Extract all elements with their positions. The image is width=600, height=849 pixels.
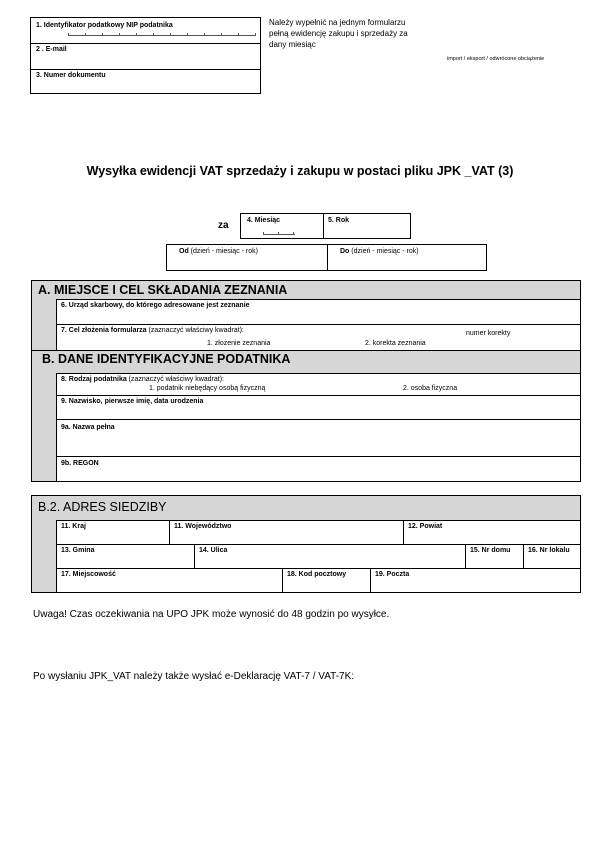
date-to-label: Do (dzień - miesiąc - rok) xyxy=(340,248,419,255)
month-label: 4. Miesiąc xyxy=(247,217,281,224)
purpose-label: 7. Cel złożenia formularza (zaznaczyć właściwy kwadrat): xyxy=(61,327,244,334)
house-number-field[interactable] xyxy=(465,544,524,569)
option-correction[interactable] xyxy=(365,339,426,348)
after-send-note: Po wysłaniu JPK_VAT należy także wysłać e-Deklarację VAT-7 / VAT-7K: xyxy=(33,671,355,682)
option-non-natural-person-label: 1. podatnik niebędący osobą fizyczną xyxy=(149,385,266,392)
tax-office-label: 6. Urząd skarbowy, do którego adresowane jest zeznanie xyxy=(61,302,250,309)
nip-label: 1. Identyfikator podatkowy NIP podatnika xyxy=(36,22,173,29)
regon-label: 9b. REGON xyxy=(61,460,99,467)
street-label: 14. Ulica xyxy=(199,547,228,554)
post-office-label: 19. Poczta xyxy=(375,571,410,578)
header-id-box xyxy=(30,17,261,94)
taxpayer-type-field xyxy=(56,373,581,396)
option-natural-person-label: 2. osoba fizyczna xyxy=(403,385,458,392)
municipality-field[interactable] xyxy=(56,544,195,569)
option-submission-label: 1. złożenie zeznania xyxy=(207,340,271,347)
section-b xyxy=(31,350,581,482)
doc-number-field[interactable] xyxy=(31,70,260,93)
district-label: 12. Powiat xyxy=(408,523,443,530)
fill-instruction: Należy wypełnić na jednym formularzu pełną ewidencję zakupu i sprzedaży za dany miesiąc xyxy=(269,18,408,49)
city-label: 17. Miejscowość xyxy=(61,571,116,578)
month-field[interactable] xyxy=(240,213,324,239)
doc-number-label: 3. Numer dokumentu xyxy=(36,72,106,79)
email-label: 2 . E-mail xyxy=(36,46,67,53)
option-non-natural-person[interactable] xyxy=(149,384,265,393)
apartment-number-field[interactable] xyxy=(523,544,581,569)
month-ticks xyxy=(263,232,295,235)
email-field[interactable] xyxy=(31,44,260,70)
street-field[interactable] xyxy=(194,544,466,569)
district-field[interactable] xyxy=(403,520,581,545)
section-a xyxy=(31,280,581,353)
section-b2 xyxy=(31,495,581,593)
taxpayer-type-label: 8. Rodzaj podatnika (zaznaczyć właściwy kwadrat): xyxy=(61,376,224,383)
regon-field[interactable] xyxy=(56,456,581,482)
apartment-number-label: 16. Nr lokalu xyxy=(528,547,570,554)
purpose-field xyxy=(56,324,581,353)
year-field[interactable] xyxy=(323,213,411,239)
date-from-label: Od (dzień - miesiąc - rok) xyxy=(179,248,258,255)
city-field[interactable] xyxy=(56,568,283,593)
option-submission[interactable] xyxy=(207,339,270,348)
section-b-title: B. DANE IDENTYFIKACYJNE PODATNIKA xyxy=(42,352,291,366)
full-name-label: 9a. Nazwa pełna xyxy=(61,424,115,431)
full-name-field[interactable] xyxy=(56,419,581,457)
nip-field[interactable] xyxy=(31,18,260,44)
post-office-field[interactable] xyxy=(370,568,581,593)
section-a-title: A. MIEJSCE I CEL SKŁADANIA ZEZNANIA xyxy=(38,283,288,297)
municipality-label: 13. Gmina xyxy=(61,547,95,554)
year-label: 5. Rok xyxy=(328,217,350,224)
page-title: Wysyłka ewidencji VAT sprzedaży i zakupu w postaci pliku JPK _VAT (3) xyxy=(86,164,514,178)
voivodeship-label: 11. Województwo xyxy=(174,523,232,530)
correction-number-label: numer korekty xyxy=(466,330,511,337)
za-label: za xyxy=(218,220,229,231)
nip-digit-ticks xyxy=(68,33,256,36)
postal-code-field[interactable] xyxy=(282,568,371,593)
postal-code-label: 18. Kod pocztowy xyxy=(287,571,347,578)
voivodeship-field[interactable] xyxy=(169,520,404,545)
option-natural-person[interactable] xyxy=(403,384,457,393)
name-field[interactable] xyxy=(56,395,581,420)
country-label: 11. Kraj xyxy=(61,523,86,530)
option-correction-label: 2. korekta zeznania xyxy=(365,340,426,347)
upo-wait-note: Uwaga! Czas oczekiwania na UPO JPK może wynosić do 48 godzin po wysyłce. xyxy=(33,609,390,620)
house-number-label: 15. Nr domu xyxy=(470,547,511,554)
tax-office-field[interactable] xyxy=(56,299,581,325)
country-field[interactable] xyxy=(56,520,170,545)
side-note: import / eksport / odwrócone obciążenie xyxy=(447,56,545,62)
date-to-field[interactable] xyxy=(327,244,487,271)
section-b2-title: B.2. ADRES SIEDZIBY xyxy=(38,500,167,514)
name-label: 9. Nazwisko, pierwsze imię, data urodzenia xyxy=(61,398,204,405)
date-from-field[interactable] xyxy=(166,244,328,271)
